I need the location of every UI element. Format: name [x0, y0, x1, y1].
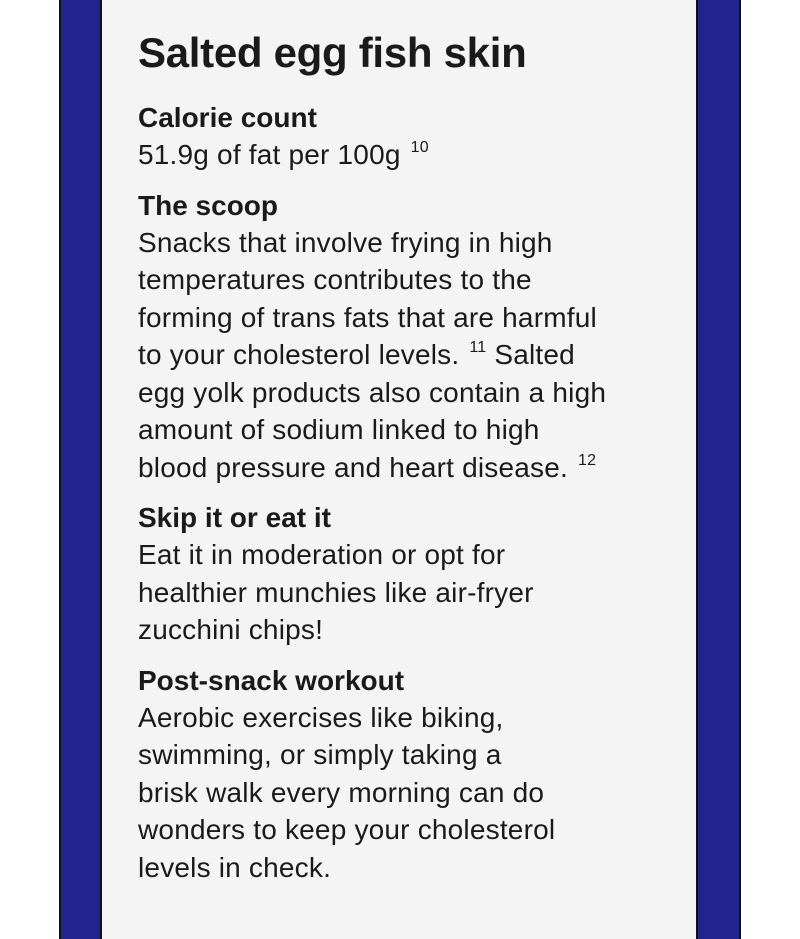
scoop-line: to your cholesterol levels.	[138, 339, 460, 370]
verdict-heading: Skip it or eat it	[138, 502, 331, 533]
calorie-heading: Calorie count	[138, 102, 317, 133]
scoop-line: Salted	[494, 339, 575, 370]
calorie-value: 51.9g of fat per 100g	[138, 139, 401, 170]
scoop-line: temperatures contributes to the	[138, 264, 532, 295]
verdict-line: Eat it in moderation or opt for	[138, 539, 506, 570]
scoop-line: amount of sodium linked to high	[138, 414, 540, 445]
scoop-line: forming of trans fats that are harmful	[138, 301, 597, 333]
scoop-text	[138, 224, 678, 487]
workout-section	[138, 663, 678, 887]
workout-line: swimming, or simply taking a	[138, 739, 502, 770]
article-title: Salted egg fish skin	[138, 29, 527, 76]
workout-text	[138, 699, 678, 887]
scoop-line: blood pressure and heart disease.	[138, 451, 568, 483]
workout-line: levels in check.	[138, 851, 332, 883]
scoop-line: Snacks that involve frying in high	[138, 226, 553, 258]
calorie-text	[138, 136, 678, 174]
scoop-section	[138, 188, 678, 487]
scoop-heading: The scoop	[138, 189, 279, 221]
reference-number: 12	[577, 451, 597, 469]
verdict-line: zucchini chips!	[138, 614, 324, 645]
reference-number: 10	[410, 139, 429, 156]
workout-line: Aerobic exercises like biking,	[138, 701, 504, 733]
workout-line: brisk walk every morning can do	[138, 776, 545, 808]
workout-line: wonders to keep your cholesterol	[138, 814, 556, 845]
article-content	[138, 28, 678, 900]
scoop-line: egg yolk products also contain a high	[138, 376, 607, 408]
verdict-section	[138, 500, 678, 649]
verdict-line: healthier munchies like air-fryer	[138, 576, 534, 608]
workout-heading: Post-snack workout	[138, 664, 405, 696]
reference-number: 11	[469, 339, 487, 356]
verdict-text	[138, 536, 678, 649]
calorie-section	[138, 100, 678, 174]
